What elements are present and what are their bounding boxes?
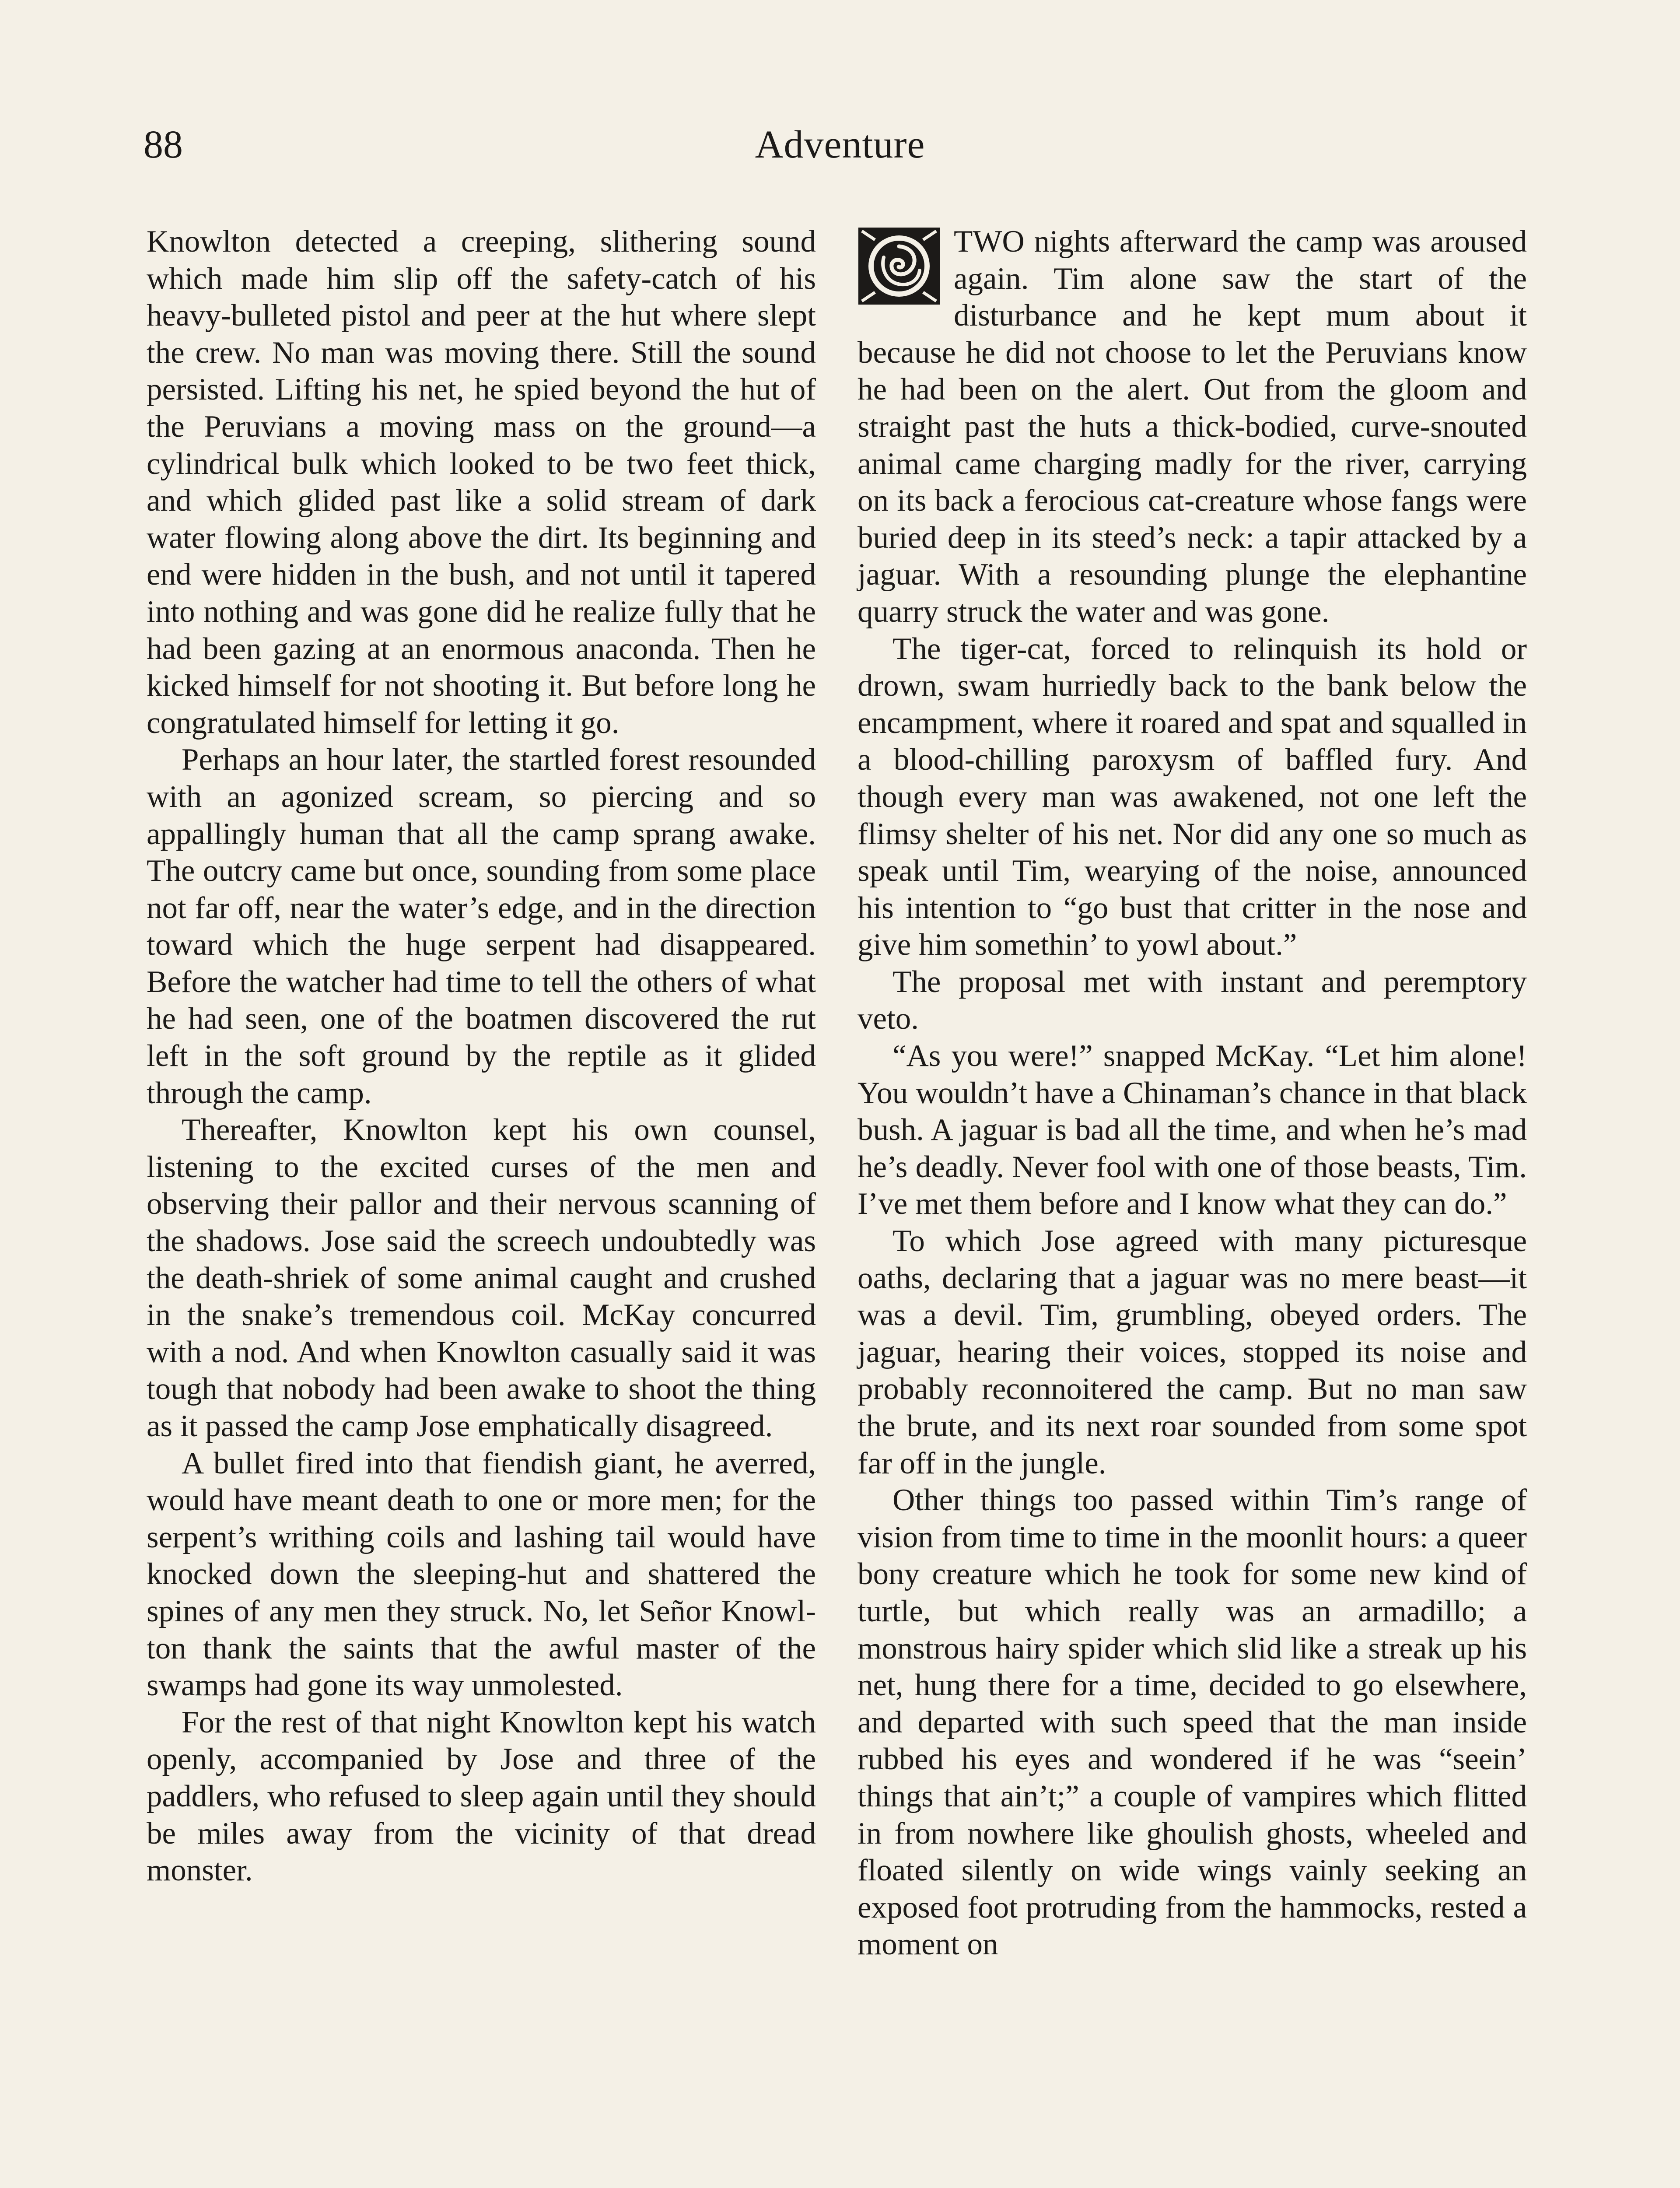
paragraph: For the rest of that night Knowlton kept his watch openly, accompanied by Jose and three of the paddlers, who refused to sleep again until they should be miles away from the vicinity of that dread monster. bbox=[147, 1705, 816, 1888]
paragraph: TWO nights afterward the camp was aroused again. Tim alone saw the start of the disturbance and he kept mum about it because he did not choose to let the Peruvians know he had been on the alert. Out from the gloom and straight past the huts a thick-bodied, curve-snouted animal came charging madly for the river, carrying on its back a ferocious cat-creature whose fangs were buried deep in its steed’s neck: a tapir attacked by a jaguar. With a resounding plunge the elephantine quarry struck the water and was gone. bbox=[858, 224, 1527, 629]
paragraph: A bullet fired into that fiendish giant, he averred, would have meant death to one or more men; for the serpent’s writhing coils and lashing tail would have knocked down the sleeping-hut and shattered the spines of any men they struck. No, let Señor Knowl-ton thank the saints that the awful master of the swamps had gone its way unmolested. bbox=[147, 1446, 816, 1703]
paragraph: Thereafter, Knowlton kept his own counsel, listening to the excited curses of the men and observing their pallor and their nervous scanning of the shadows. Jose said the screech undoubtedly was the death-shriek of some animal caught and crushed in the snake’s tremendous coil. McKay concurred with a nod. And when Knowlton casually said it was tough that nobody had been awake to shoot the thing as it passed the camp Jose emphatically disagreed. bbox=[147, 1113, 816, 1443]
paragraph: Other things too passed within Tim’s range of vision from time to time in the moonlit hours: a queer bony creature which he took for some new kind of turtle, but which really was an armadillo; a monstrous hairy spider which slid like a streak up his net, hung there for a time, decided to go elsewhere, and departed with such speed that the man inside rubbed his eyes and wondered if he was “seein’ things that ain’t;” a couple of vampires which flitted in from nowhere like ghoulish ghosts, wheeled and floated silently on wide wings vainly seeking an exposed foot protruding from the hammocks, rested a moment on bbox=[858, 1483, 1527, 1962]
running-head-title: Adventure bbox=[755, 123, 925, 166]
paragraph: The proposal met with instant and peremptory veto. bbox=[858, 964, 1527, 1036]
decorative-rose-ornament-icon bbox=[858, 227, 941, 305]
right-column bbox=[858, 223, 1527, 1963]
paragraph: The tiger-cat, forced to relinquish its hold or drown, swam hurriedly back to the bank below the encampment, where it roared and spat and squalled in a blood-chilling paroxysm of baffled fury. And though every man was awakened, not one left the flimsy shelter of his net. Nor did any one so much as speak until Tim, wearying of the noise, announced his intention to “go bust that critter in the nose and give him somethin’ to yowl about.” bbox=[858, 631, 1527, 962]
paragraph: Perhaps an hour later, the startled forest resounded with an agonized scream, so piercing and so appallingly human that all the camp sprang awake. The outcry came but once, sounding from some place not far off, near the water’s edge, and in the direction toward which the huge serpent had disappeared. Before the watcher had time to tell the others of what he had seen, one of the boatmen discovered the rut left in the soft ground by the reptile as it glided through the camp. bbox=[147, 743, 816, 1110]
left-column bbox=[147, 223, 816, 1889]
page-number: 88 bbox=[144, 123, 183, 166]
paragraph: “As you were!” snapped McKay. “Let him alone! You wouldn’t have a Chinaman’s chance in that black bush. A jaguar is bad all the time, and when he’s mad he’s deadly. Never fool with one of those beasts, Tim. I’ve met them before and I know what they can do.” bbox=[858, 1039, 1527, 1221]
paragraph: To which Jose agreed with many picturesque oaths, declaring that a jaguar was no mere beast—it was a devil. Tim, grumbling, obeyed orders. The jaguar, hearing their voices, stopped its noise and probably reconnoitered the camp. But no man saw the brute, and its next roar sounded from some spot far off in the jungle. bbox=[858, 1224, 1527, 1480]
paragraph: Knowlton detected a creeping, slithering sound which made him slip off the safety-catch of his heavy-bulleted pistol and peer at the hut where slept the crew. No man was moving there. Still the sound persisted. Lifting his net, he spied beyond the hut of the Peruvians a moving mass on the ground—a cylindrical bulk which looked to be two feet thick, and which glided past like a solid stream of dark water flowing along above the dirt. Its beginning and end were hidden in the bush, and not until it tapered into nothing and was gone did he realize fully that he had been gazing at an enormous anaconda. Then he kicked himself for not shooting it. But before long he congratulated himself for letting it go. bbox=[147, 224, 816, 740]
